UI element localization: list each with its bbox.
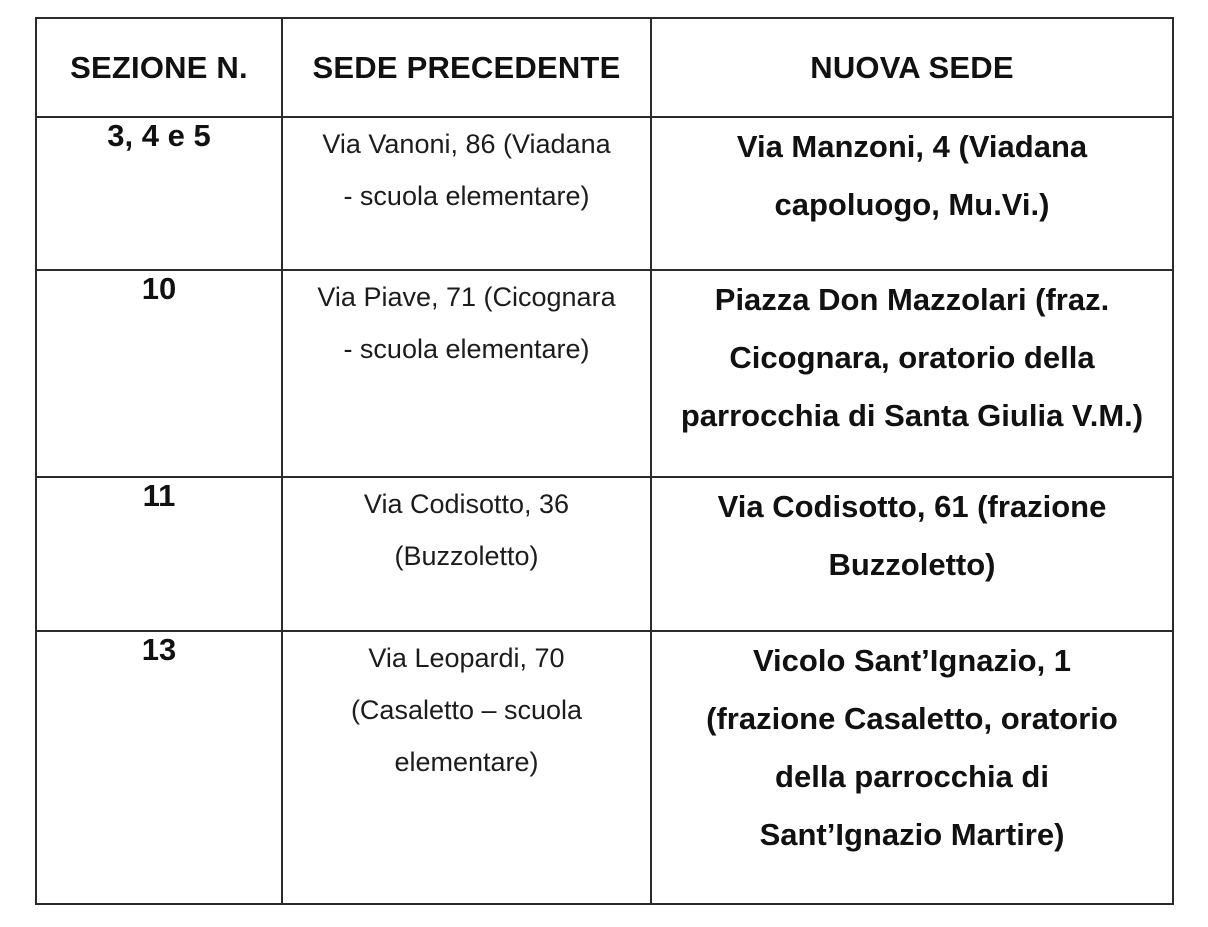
table-row xyxy=(36,117,1173,270)
sezione-cell: 11 xyxy=(36,477,282,631)
cell-line: (frazione Casaletto, oratorio xyxy=(706,701,1118,736)
cell-line: Via Codisotto, 61 (frazione xyxy=(717,489,1107,524)
nuova-sede-cell xyxy=(651,631,1173,904)
header-sede-precedente: SEDE PRECEDENTE xyxy=(282,18,651,117)
nuova-sede-cell xyxy=(651,117,1173,270)
cell-line: Piazza Don Mazzolari (fraz. xyxy=(714,282,1110,317)
cell-line: Sant’Ignazio Martire) xyxy=(759,817,1065,852)
table-row xyxy=(36,631,1173,904)
sede-precedente-cell xyxy=(282,270,651,477)
cell-line: - scuola elementare) xyxy=(343,181,590,211)
table-header-row xyxy=(36,18,1173,117)
sezione-cell: 3, 4 e 5 xyxy=(36,117,282,270)
sede-precedente-cell xyxy=(282,117,651,270)
table-row xyxy=(36,270,1173,477)
sezione-cell: 13 xyxy=(36,631,282,904)
cell-line: - scuola elementare) xyxy=(343,334,590,364)
cell-line: della parrocchia di xyxy=(775,759,1049,794)
sede-precedente-cell xyxy=(282,631,651,904)
cell-line: Buzzoletto) xyxy=(828,547,996,582)
sede-precedente-cell xyxy=(282,477,651,631)
cell-line: elementare) xyxy=(394,747,539,777)
header-sezione: SEZIONE N. xyxy=(36,18,282,117)
cell-line: (Casaletto – scuola xyxy=(350,695,583,725)
nuova-sede-cell xyxy=(651,477,1173,631)
table-row xyxy=(36,477,1173,631)
nuova-sede-cell xyxy=(651,270,1173,477)
cell-line: Via Codisotto, 36 xyxy=(363,489,570,519)
sezione-cell: 10 xyxy=(36,270,282,477)
cell-line: (Buzzoletto) xyxy=(394,541,539,571)
cell-line: parrocchia di Santa Giulia V.M.) xyxy=(680,398,1144,433)
cell-line: Via Leopardi, 70 xyxy=(368,643,565,673)
header-nuova-sede: NUOVA SEDE xyxy=(651,18,1173,117)
cell-line: Vicolo Sant’Ignazio, 1 xyxy=(752,643,1072,678)
cell-line: Cicognara, oratorio della xyxy=(729,340,1095,375)
cell-line: Via Vanoni, 86 (Viadana xyxy=(322,129,611,159)
polling-stations-table xyxy=(35,17,1174,905)
cell-line: Via Manzoni, 4 (Viadana xyxy=(736,129,1088,164)
cell-line: capoluogo, Mu.Vi.) xyxy=(774,187,1050,222)
cell-line: Via Piave, 71 (Cicognara xyxy=(317,282,616,312)
